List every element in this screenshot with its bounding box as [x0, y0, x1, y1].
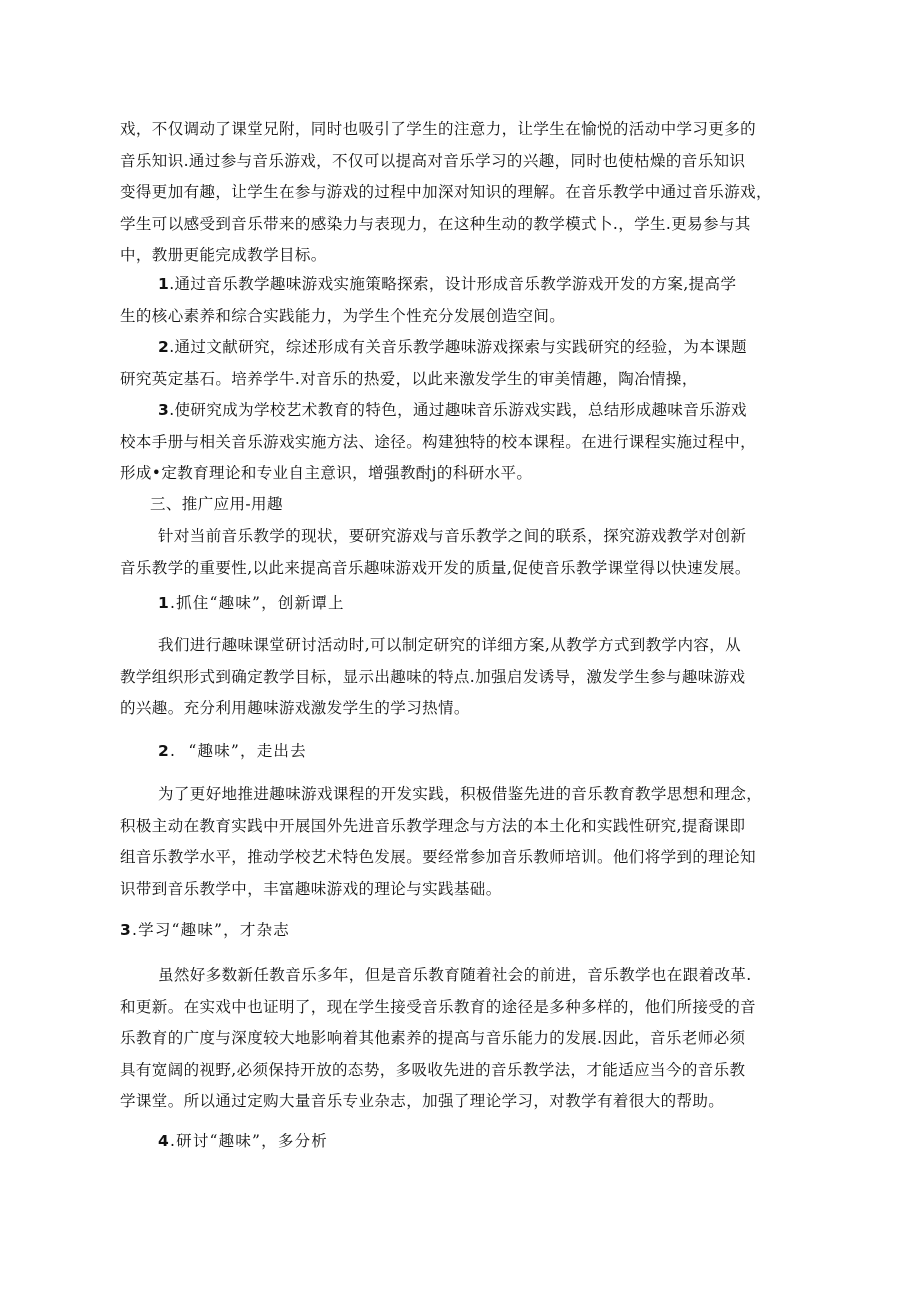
numbered-item-2: [120, 332, 800, 395]
heading-text: .抓住“趣味”，创新谭上: [170, 594, 345, 612]
text-line: 校本手册与相关音乐游戏实施方法、途径。构建独特的校本课程。在进行课程实施过程中，: [120, 432, 757, 451]
text-line: 乐教育的广度与深度较大地影响着其他素养的提高与音乐能力的发展.因此，音乐老师必须: [120, 1029, 746, 1047]
subheading-1: [158, 588, 345, 619]
paragraph-body: [120, 779, 800, 905]
text-line: 针对当前音乐教学的现状，要研究游戏与音乐教学之间的联系，探究游戏教学对创新: [158, 527, 747, 545]
text-line: 虽然好多数新任教音乐多年，但是音乐教育随着社会的前进，音乐教学也在跟着改革.: [158, 966, 752, 984]
item-number: 2: [158, 338, 170, 356]
text-line: [120, 395, 800, 427]
numbered-item-1: [120, 269, 800, 332]
item-number: 1: [158, 275, 170, 293]
text-line: 中，教册更能完成教学目标。: [120, 246, 327, 264]
item-text: .通过文献研究，综述形成有关音乐教学趣味游戏探索与实践研究的经验，为本课题: [169, 338, 747, 356]
text-line: 积极主动在教育实践中开展国外先进音乐教学理念与方法的本土化和实践性研究,提裔课即: [120, 816, 746, 835]
item-number: 3: [158, 401, 170, 419]
numbered-item-3: [120, 395, 800, 490]
text-line: 学生可以感受到音乐带来的感染力与表现力，在这种生动的教学模式卜.，学生.更易参与其: [120, 214, 751, 233]
heading-number: 4: [158, 1132, 170, 1150]
text-line: 音乐教学的重要性,以此来提高音乐趣味游戏开发的质量,促使音乐教学课堂得以快速发展。: [120, 558, 751, 577]
text-line: 组音乐教学水平，推动学校艺术特色发展。要经常参加音乐教师培训。他们将学到的理论知: [120, 848, 757, 866]
text-line: 形成•定教育理论和专业自主意识，增强教酎j的科研水平。: [120, 464, 533, 482]
text-line: 教学组织形式到确定教学目标，显示出趣味的特点.加强启发诱导，激发学生参与趣味游戏: [120, 667, 746, 686]
text-line: [120, 269, 800, 301]
text-line: 的兴趣。充分利用趣味游戏激发学生的学习热情。: [120, 699, 470, 717]
paragraph-continued: [120, 114, 800, 272]
heading-number: 2: [158, 742, 170, 760]
text-line: 变得更加有趣，让学生在参与游戏的过程中加深对知识的理解。在音乐教学中通过音乐游戏，: [120, 183, 772, 201]
text-line: 生的核心素养和综合实践能力，为学生个性充分发展创造空间。: [120, 306, 566, 325]
text-line: 和更新。在实戏中也证明了，现在学生接受音乐教育的途径是多种多样的，他们所接受的音: [120, 997, 757, 1016]
text-line: 戏，不仅调动了课堂兄附，同时也吸引了学生的注意力，让学生在愉悦的活动中学习更多的: [120, 120, 757, 138]
subheading-4: [158, 1126, 328, 1157]
heading-text: . “趣味”，走出去: [170, 742, 307, 760]
text-line: 学课堂。所以通过定购大量音乐专业杂志，加强了理论学习，对教学有着很大的帮助。: [120, 1092, 725, 1110]
paragraph-intro: [120, 521, 800, 584]
heading-text: .学习“趣味”，才杂志: [132, 921, 290, 939]
item-text: .通过音乐教学趣味游戏实施策略探索，设计形成音乐教学游戏开发的方案,提高学: [169, 275, 737, 293]
paragraph-body: [120, 630, 800, 725]
item-text: .使研究成为学校艺术教育的特色，通过趣味音乐游戏实践，总结形成趣味音乐游戏: [169, 401, 747, 419]
text-line: 为了更好地推进趣味游戏课程的开发实践，积极借鉴先进的音乐教育教学思想和理念，: [158, 785, 763, 803]
heading-number: 1: [158, 594, 170, 612]
text-line: 具有宽阔的视野,必须保持开放的态势，多吸收先进的音乐教学法，才能适应当今的音乐教: [120, 1060, 746, 1079]
subheading-2: [158, 736, 307, 767]
heading-number: 3: [120, 921, 132, 939]
text-line: 识带到音乐教学中，丰富趣味游戏的理论与实践基础。: [120, 879, 502, 898]
section-title: 三、推广应用-用趣: [150, 495, 283, 513]
heading-text: .研讨“趣味”，多分析: [170, 1132, 328, 1150]
text-line: 研究英定基石。培养学牛.对音乐的热爱，以此来激发学生的审美情趣，陶冶情操，: [120, 369, 698, 388]
subheading-3: [120, 915, 290, 946]
text-line: [120, 332, 800, 364]
text-line: 音乐知识.通过参与音乐游戏，不仅可以提高对音乐学习的兴趣，同时也使枯燥的音乐知识: [120, 151, 746, 170]
text-line: 我们进行趣味课堂研讨活动时,可以制定研究的详细方案,从教学方式到教学内容，从: [158, 636, 742, 654]
paragraph-body: [120, 960, 800, 1118]
